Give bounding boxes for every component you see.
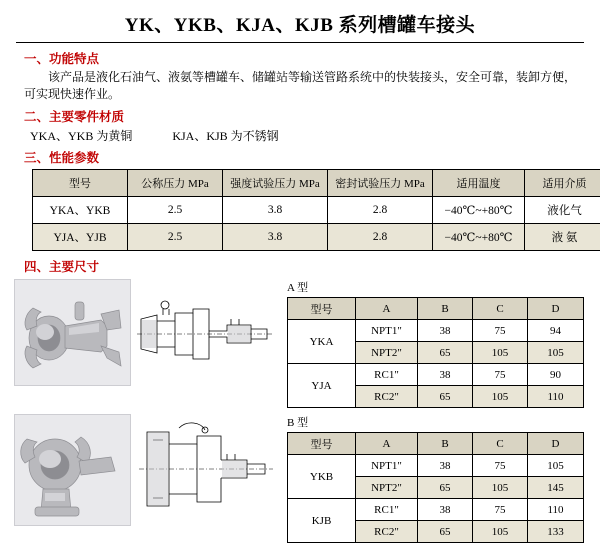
dim-cell: 105 [528, 455, 584, 477]
dim-header-cell: B [418, 298, 473, 320]
spec-cell: 2.8 [328, 224, 433, 251]
dim-table-b [287, 432, 584, 543]
spec-cell: 2.8 [328, 197, 433, 224]
dim-header-cell: A [356, 433, 418, 455]
table-row [33, 197, 600, 224]
dim-header-cell: 型号 [288, 433, 356, 455]
material-brass: YKA、YKB 为黄铜 [30, 129, 132, 143]
dim-cell: NPT1" [356, 455, 418, 477]
dim-header-cell: C [473, 433, 528, 455]
dim-table-a-caption: A 型 [287, 279, 586, 295]
spec-table [32, 169, 600, 251]
dim-cell: 145 [528, 477, 584, 499]
spec-header-cell: 适用温度 [433, 170, 525, 197]
figure-column-a [14, 279, 275, 408]
dim-table-b-caption: B 型 [287, 414, 586, 430]
page-title: YK、YKB、KJA、KJB 系列槽罐车接头 [14, 0, 586, 39]
dim-table-a-wrap [275, 279, 586, 408]
table-row [288, 320, 584, 342]
dim-cell: NPT2" [356, 342, 418, 364]
dim-table-b-wrap [275, 414, 586, 543]
dim-a-header-row [288, 298, 584, 320]
drawing-a-coupling [135, 279, 275, 384]
dim-cell: 133 [528, 521, 584, 543]
table-row [33, 224, 600, 251]
photo-a-coupling [14, 279, 131, 386]
dim-cell: 110 [528, 499, 584, 521]
dim-header-cell: B [418, 433, 473, 455]
dim-cell: 90 [528, 364, 584, 386]
dim-header-cell: D [528, 433, 584, 455]
dim-model-cell: YKA [288, 320, 356, 364]
dim-cell: 110 [528, 386, 584, 408]
spec-header-cell: 适用介质 [525, 170, 600, 197]
dim-model-cell: YKB [288, 455, 356, 499]
dim-header-cell: C [473, 298, 528, 320]
photo-drawing-row-b [14, 414, 275, 526]
dim-b-header-row [288, 433, 584, 455]
dim-table-a [287, 297, 584, 408]
section-heading-materials: 二、主要零件材质 [24, 107, 586, 125]
dim-header-cell: A [356, 298, 418, 320]
dim-cell: 75 [473, 364, 528, 386]
dim-model-cell: YJA [288, 364, 356, 408]
spec-header-cell: 公称压力 MPa [128, 170, 223, 197]
spec-cell: 2.5 [128, 197, 223, 224]
dim-cell: 38 [418, 364, 473, 386]
dim-cell: 65 [418, 477, 473, 499]
photo-b-coupling [14, 414, 131, 526]
dim-cell: 75 [473, 455, 528, 477]
dim-cell: RC1" [356, 364, 418, 386]
drawing-b-coupling [135, 414, 275, 524]
dim-cell: 105 [473, 477, 528, 499]
spec-header-cell: 密封试验压力 MPa [328, 170, 433, 197]
spec-header-cell: 强度试验压力 MPa [223, 170, 328, 197]
dim-cell: 105 [473, 521, 528, 543]
spec-cell: −40℃~+80℃ [433, 224, 525, 251]
dim-cell: 38 [418, 455, 473, 477]
dim-cell: 38 [418, 320, 473, 342]
features-paragraph: 该产品是液化石油气、液氨等槽罐车、储罐站等输送管路系统中的快装接头，安全可靠，装卸方便，可实现快速作业。 [24, 69, 582, 103]
dim-cell: RC1" [356, 499, 418, 521]
section-heading-features: 一、功能特点 [24, 49, 586, 67]
dim-cell: RC2" [356, 521, 418, 543]
dim-cell: 65 [418, 342, 473, 364]
dim-cell: RC2" [356, 386, 418, 408]
dim-header-cell: D [528, 298, 584, 320]
spec-cell: YJA、YJB [33, 224, 128, 251]
dim-cell: 75 [473, 320, 528, 342]
spec-cell: 3.8 [223, 224, 328, 251]
spec-cell: 液 氨 [525, 224, 600, 251]
section-heading-performance: 三、性能参数 [24, 148, 586, 166]
dim-cell: 38 [418, 499, 473, 521]
dim-cell: 65 [418, 386, 473, 408]
dim-cell: 75 [473, 499, 528, 521]
table-row [288, 364, 584, 386]
figure-column-b [14, 414, 275, 543]
dim-cell: 65 [418, 521, 473, 543]
spec-table-header-row [33, 170, 600, 197]
material-stainless: KJA、KJB 为不锈钢 [172, 129, 278, 143]
dim-cell: NPT1" [356, 320, 418, 342]
section-heading-dimensions: 四、主要尺寸 [24, 257, 586, 275]
title-divider [16, 42, 584, 43]
figure-row-a [14, 279, 586, 408]
dim-cell: 105 [473, 386, 528, 408]
dim-cell: 105 [473, 342, 528, 364]
dim-cell: NPT2" [356, 477, 418, 499]
spec-cell: 2.5 [128, 224, 223, 251]
dim-header-cell: 型号 [288, 298, 356, 320]
figure-row-b [14, 414, 586, 543]
dim-cell: 94 [528, 320, 584, 342]
materials-line [30, 127, 586, 144]
dim-cell: 105 [528, 342, 584, 364]
spec-cell: 液化气 [525, 197, 600, 224]
spec-cell: YKA、YKB [33, 197, 128, 224]
table-row [288, 455, 584, 477]
table-row [288, 499, 584, 521]
photo-drawing-row-a [14, 279, 275, 386]
dim-model-cell: KJB [288, 499, 356, 543]
spec-cell: 3.8 [223, 197, 328, 224]
spec-header-cell: 型号 [33, 170, 128, 197]
spec-cell: −40℃~+80℃ [433, 197, 525, 224]
